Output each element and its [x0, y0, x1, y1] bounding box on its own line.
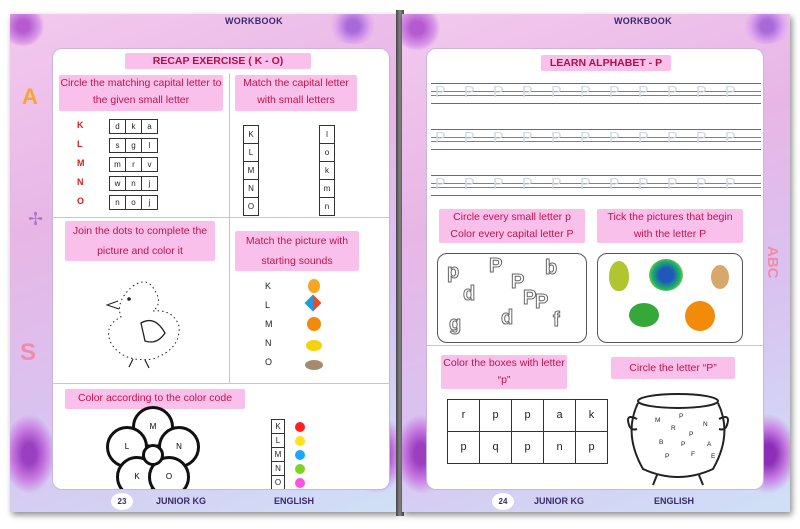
pot-letter: E: [711, 453, 716, 460]
capital-box: L: [243, 143, 259, 162]
trace-letter: P: [551, 130, 562, 147]
hunt-letter: p: [447, 261, 460, 283]
option-cell: l: [141, 138, 158, 153]
trace-letter: P: [435, 176, 446, 193]
pot-letter: M: [655, 417, 661, 424]
pot-letter: N: [703, 421, 708, 428]
page-title: RECAP EXERCISE ( K - O): [125, 53, 311, 69]
pot-letter: P: [681, 441, 686, 448]
ice-cream-icon: [308, 279, 320, 293]
option-cell: k: [125, 119, 142, 134]
exercise-instruction: Circle the matching capital letter to the given small letter: [59, 75, 223, 111]
hunt-letter: P: [523, 287, 537, 309]
orange-icon: [685, 301, 715, 331]
instruction-line: Color every capital letter P: [450, 228, 574, 240]
dragonfly-icon: ✢: [28, 209, 44, 229]
footer-subject: ENGLISH: [274, 496, 315, 506]
trace-letter: P: [667, 84, 678, 101]
trace-letter: P: [493, 176, 504, 193]
pot-icon: [623, 389, 733, 489]
capital-box: M: [243, 161, 259, 180]
code-letter: O: [271, 475, 285, 490]
hunt-letter: b: [545, 257, 558, 279]
trace-letter: P: [464, 176, 475, 193]
dot-to-dot-bird: [93, 271, 193, 371]
trace-line-top: [431, 129, 761, 130]
kite-icon: [305, 295, 322, 312]
trace-letter: P: [609, 176, 620, 193]
color-dot: [295, 464, 305, 474]
hunt-letter: P: [535, 291, 549, 313]
small-box: m: [319, 179, 335, 198]
code-letter: M: [271, 447, 285, 462]
grid-cell: p: [511, 431, 544, 464]
pot-letter: P: [679, 413, 684, 420]
divider: [229, 73, 230, 383]
trace-letter: P: [696, 84, 707, 101]
page-header: WORKBOOK: [614, 16, 672, 26]
letter-s-decoration-icon: S: [20, 339, 37, 366]
trace-line-top: [431, 83, 761, 84]
nest-icon: [305, 360, 323, 370]
trace-letter: P: [725, 130, 736, 147]
grid-cell: r: [447, 399, 480, 432]
frog-icon: [629, 303, 659, 327]
trace-letter: P: [580, 176, 591, 193]
trace-line-mid: [431, 91, 761, 92]
sound-letter: O: [265, 357, 273, 367]
code-letter: N: [271, 461, 285, 476]
option-cell: o: [125, 195, 142, 210]
grid-cell: k: [575, 399, 608, 432]
grid-cell: n: [543, 431, 576, 464]
flower-decoration-icon: [328, 14, 378, 44]
footer-level: JUNIOR KG: [534, 496, 585, 506]
capital-box: O: [243, 197, 259, 216]
grid-cell: p: [479, 399, 512, 432]
option-cell: r: [125, 157, 142, 172]
hunt-letter: d: [501, 307, 514, 329]
pot-letter: A: [707, 441, 712, 448]
color-dot: [295, 436, 305, 446]
petal-label: O: [165, 472, 173, 481]
capital-box: K: [243, 125, 259, 144]
trace-letter: P: [696, 130, 707, 147]
color-dot: [295, 450, 305, 460]
hunt-letter: d: [463, 283, 476, 305]
exercise-instruction: [439, 209, 585, 243]
orange-icon: [307, 317, 321, 331]
trace-letter: P: [696, 176, 707, 193]
trace-line-mid: [431, 183, 761, 184]
grid-cell: a: [543, 399, 576, 432]
page-footer: [402, 492, 790, 512]
page-header: WORKBOOK: [225, 16, 283, 26]
petal-label: N: [176, 442, 182, 451]
pot-letter: P: [665, 453, 670, 460]
grid-cell: p: [447, 431, 480, 464]
shell-icon: [711, 265, 729, 289]
page-number: 24: [492, 493, 514, 510]
peacock-icon: [649, 259, 683, 291]
option-cell: m: [109, 157, 126, 172]
trace-letter: P: [609, 84, 620, 101]
sound-letter: K: [265, 281, 272, 291]
option-cell: n: [125, 176, 142, 191]
trace-letter: P: [464, 84, 475, 101]
pear-icon: [609, 261, 629, 291]
sound-letter: L: [265, 300, 271, 310]
hunt-letter: P: [489, 255, 503, 277]
code-letter: L: [271, 433, 285, 448]
flower-decoration-icon: [10, 14, 46, 46]
exercise-instruction: Circle the letter “P”: [611, 357, 735, 379]
trace-letter: P: [638, 176, 649, 193]
footer-subject: ENGLISH: [654, 496, 695, 506]
trace-line-mid2: [431, 187, 761, 188]
exercise-instruction: Color the boxes with letter “p”: [441, 355, 567, 389]
hunt-letter: g: [449, 313, 462, 335]
trace-line-mid2: [431, 141, 761, 142]
color-dot: [295, 422, 305, 432]
option-cell: w: [109, 176, 126, 191]
trace-letter: P: [435, 130, 446, 147]
trace-letter: P: [667, 176, 678, 193]
option-cell: d: [109, 119, 126, 134]
petal-label: M: [149, 422, 157, 431]
trace-letter: P: [609, 130, 620, 147]
divider: [53, 217, 390, 218]
hunt-letter: f: [553, 309, 560, 331]
trace-letter: P: [638, 84, 649, 101]
instruction-line: Circle every small letter p: [453, 211, 571, 223]
trace-letter: P: [522, 84, 533, 101]
capital-letter: O: [77, 196, 85, 206]
workbook-page-left: [10, 14, 398, 512]
option-cell: j: [141, 195, 158, 210]
trace-letter: P: [435, 84, 446, 101]
trace-letter: P: [638, 130, 649, 147]
flower-center: [142, 444, 164, 466]
pot-letter: B: [659, 439, 664, 446]
sound-letter: M: [265, 319, 273, 329]
page-number: 23: [111, 493, 133, 510]
trace-letter: P: [551, 84, 562, 101]
flower-decoration-icon: [10, 414, 56, 494]
grid-cell: p: [511, 399, 544, 432]
trace-letter: P: [522, 176, 533, 193]
page-title: LEARN ALPHABET - P: [541, 55, 671, 71]
flower-decoration-icon: [742, 14, 790, 44]
pot-letter: P: [689, 431, 694, 438]
color-dot: [295, 478, 305, 488]
exercise-instruction: Match the picture with starting sounds: [235, 231, 359, 271]
flower-decoration-icon: [402, 14, 442, 50]
trace-letter: P: [580, 84, 591, 101]
trace-letter: P: [551, 176, 562, 193]
abc-decoration-icon: ABC: [764, 246, 781, 279]
worksheet: [426, 48, 764, 490]
lemon-icon: [306, 340, 322, 351]
small-box: n: [319, 197, 335, 216]
trace-letter: P: [493, 84, 504, 101]
sound-letter: N: [265, 338, 272, 348]
footer-level: JUNIOR KG: [156, 496, 207, 506]
pot-letter: F: [691, 451, 695, 458]
trace-line-bottom: [431, 149, 761, 150]
grid-cell: q: [479, 431, 512, 464]
trace-letter: P: [493, 130, 504, 147]
workbook-page-right: [402, 14, 790, 512]
capital-letter: N: [77, 177, 84, 187]
option-cell: g: [125, 138, 142, 153]
exercise-instruction: Match the capital letter with small letters: [235, 75, 357, 111]
trace-line-bottom: [431, 103, 761, 104]
trace-line-mid: [431, 137, 761, 138]
capital-letter: L: [77, 139, 83, 149]
trace-line-mid2: [431, 95, 761, 96]
small-box: k: [319, 161, 335, 180]
trace-line-bottom: [431, 195, 761, 196]
trace-letter: P: [580, 130, 591, 147]
trace-letter: P: [725, 176, 736, 193]
pot-letter: R: [671, 425, 676, 432]
divider: [427, 345, 764, 346]
trace-letter: P: [725, 84, 736, 101]
code-letter: K: [271, 419, 285, 434]
option-cell: j: [141, 176, 158, 191]
option-cell: s: [109, 138, 126, 153]
trace-letter: P: [522, 130, 533, 147]
exercise-instruction: Tick the pictures that begin with the letter P: [597, 209, 743, 243]
trace-letter: P: [464, 130, 475, 147]
option-cell: v: [141, 157, 158, 172]
capital-letter: M: [77, 158, 85, 168]
petal-label: K: [134, 472, 140, 481]
divider: [53, 383, 390, 384]
hunt-letter: P: [511, 271, 525, 293]
page-footer: [10, 492, 398, 512]
worksheet: [52, 48, 390, 490]
capital-box: N: [243, 179, 259, 198]
exercise-instruction: Join the dots to complete the picture and color it: [65, 221, 215, 261]
option-cell: n: [109, 195, 126, 210]
trace-line-top: [431, 175, 761, 176]
capital-letter: K: [77, 120, 84, 130]
grid-cell: p: [575, 431, 608, 464]
small-box: o: [319, 143, 335, 162]
small-box: l: [319, 125, 335, 144]
option-cell: a: [141, 119, 158, 134]
petal-label: L: [124, 442, 130, 451]
letter-a-decoration-icon: A: [22, 84, 38, 109]
exercise-instruction: Color according to the color code: [65, 389, 245, 409]
trace-letter: P: [667, 130, 678, 147]
